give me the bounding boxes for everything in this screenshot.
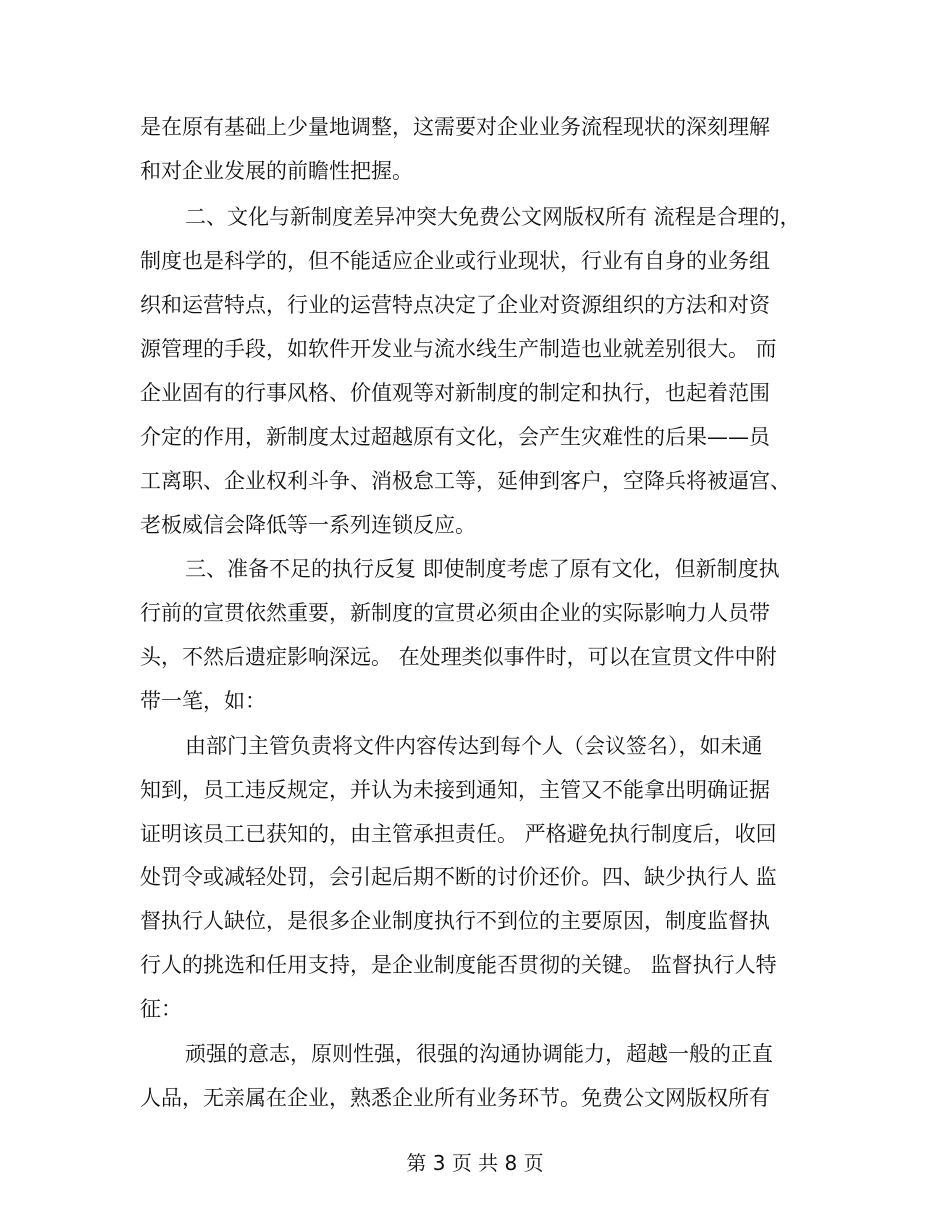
text-line: 行前的宣贯依然重要，新制度的宣贯必须由企业的实际影响力人员带 [140,601,770,625]
text-line: 知到，员工违反规定，并认为未接到通知，主管又不能拿出明确证据 [140,778,770,802]
text-line: 三、准备不足的执行反复 即使制度考虑了原有文化，但新制度执 [185,557,780,581]
text-line: 织和运营特点，行业的运营特点决定了企业对资源组织的方法和对资 [140,293,770,317]
text-line: 督执行人缺位，是很多企业制度执行不到位的主要原因，制度监督执 [140,909,770,933]
text-line: 行人的挑选和任用支持，是企业制度能否贯彻的关键。 监督执行人特 [140,953,777,977]
text-line: 人品，无亲属在企业，熟悉企业所有业务环节。免费公文网版权所有 [140,1086,770,1110]
text-line: 由部门主管负责将文件内容传达到每个人（会议签名），如未通 [185,734,763,758]
text-line: 工离职、企业权利斗争、消极怠工等，延伸到客户，空降兵将被逼宫、 [140,469,791,493]
text-line: 源管理的手段，如软件开发业与流水线生产制造也业就差别很大。 而 [140,337,777,361]
text-line: 制度也是科学的，但不能适应企业或行业现状，行业有自身的业务组 [140,249,770,273]
text-line: 头，不然后遗症影响深远。 在处理类似事件时，可以在宣贯文件中附 [140,645,777,669]
text-line: 是在原有基础上少量地调整，这需要对企业业务流程现状的深刻理解 [140,115,770,139]
text-line: 介定的作用，新制度太过超越原有文化，会产生灾难性的后果——员 [140,425,770,449]
text-line: 带一笔，如： [140,689,266,713]
text-line: 企业固有的行事风格、价值观等对新制度的制定和执行，也起着范围 [140,381,770,405]
text-line: 老板威信会降低等一系列连锁反应。 [140,513,476,537]
text-line: 征： [140,997,182,1021]
text-line: 和对企业发展的前瞻性把握。 [140,159,413,183]
text-line: 顽强的意志，原则性强，很强的沟通协调能力，超越一般的正直 [185,1042,773,1066]
text-line: 二、文化与新制度差异冲突大免费公文网版权所有 流程是合理的， [185,205,801,229]
page-footer: 第 3 页 共 8 页 [406,1151,544,1175]
text-line: 证明该员工已获知的，由主管承担责任。 严格避免执行制度后，收回 [140,822,777,846]
text-line: 处罚令或减轻处罚，会引起后期不断的讨价还价。四、缺少执行人 监 [140,865,777,889]
